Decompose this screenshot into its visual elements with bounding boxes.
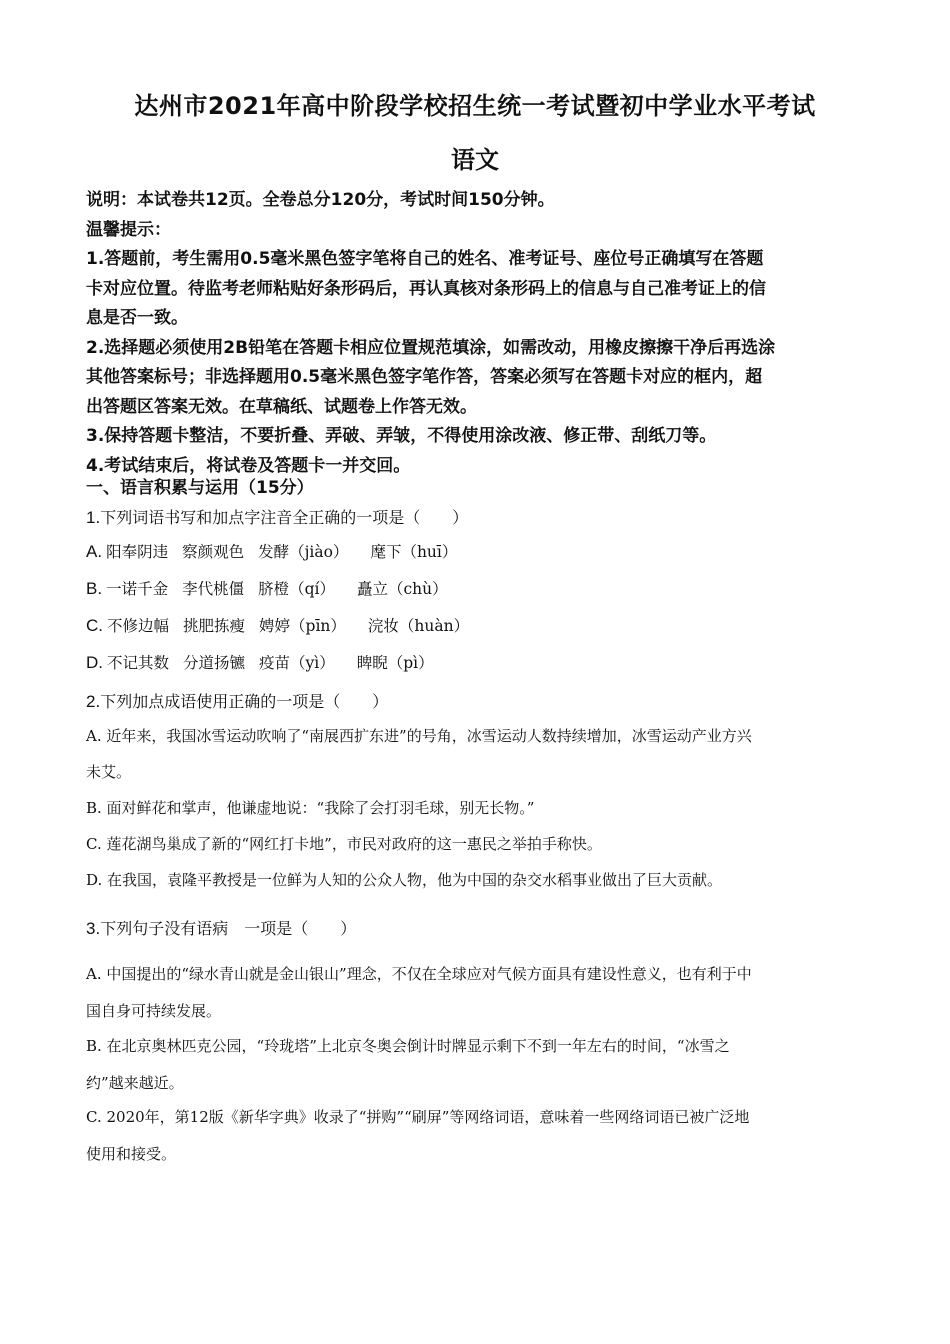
- instruction-line: 息是否一致。: [86, 308, 188, 328]
- option-text: B. 在北京奥林匹克公园，“玲珑塔”上北京冬奥会倒计时牌显示剩下不到一年左右的时间，“冰雪之: [86, 1037, 730, 1055]
- question-3-option-a: [86, 956, 866, 1030]
- option-text: A. 近年来，我国冰雪运动吹响了“南展西扩东进”的号角，冰雪运动人数持续增加，冰雪运动产业方兴: [86, 727, 752, 745]
- option-word: 李代桃僵: [182, 580, 245, 598]
- subject-title: 语文: [451, 146, 499, 174]
- question-3: [86, 916, 356, 939]
- option-text: 使用和接受。: [86, 1145, 177, 1163]
- question-stem: 下列句子没有语病 一项是（ ）: [100, 919, 357, 938]
- option-word: 不修边幅: [107, 617, 170, 635]
- option-word: 脐橙（qí）: [258, 580, 335, 598]
- option-word: 浣妆（huàn）: [367, 617, 470, 635]
- option-label: A.: [86, 542, 103, 561]
- option-word: 矗立（chù）: [356, 580, 448, 598]
- instruction-line: 说明：本试卷共12页。全卷总分120分，考试时间150分钟。: [86, 190, 555, 210]
- instruction-line: 2.选择题必须使用2B铅笔在答题卡相应位置规范填涂，如需改动，用橡皮擦擦干净后再选涂: [86, 337, 776, 358]
- option-word: 娉婷（pīn）: [259, 617, 346, 635]
- option-word: 睥睨（pì）: [356, 654, 434, 672]
- question-2: [86, 689, 388, 712]
- option-b: [86, 577, 448, 599]
- question-2-option-b: [86, 790, 866, 826]
- section-heading: 一、语言积累与运用（15分）: [86, 478, 314, 498]
- option-word: 发酵（jiào）: [258, 543, 349, 561]
- option-word: 挑肥拣瘦: [183, 617, 246, 635]
- option-text: C. 莲花湖鸟巢成了新的“网红打卡地”，市民对政府的这一惠民之举拍手称快。: [86, 835, 602, 853]
- option-text: B. 面对鲜花和掌声，他谦虚地说：“我除了会打羽毛球，别无长物。”: [86, 799, 535, 817]
- question-3-option-b: [86, 1028, 866, 1102]
- option-text: 未艾。: [86, 763, 132, 781]
- instruction-line: 其他答案标号；非选择题用0.5毫米黑色签字笔作答，答案必须写在答题卡对应的框内，超: [86, 367, 763, 387]
- option-d: [86, 651, 434, 673]
- instruction-line: 4.考试结束后，将试卷及答题卡一并交回。: [86, 455, 411, 476]
- option-word: 分道扬镳: [183, 654, 246, 672]
- instruction-line: 卡对应位置。待监考老师粘贴好条形码后，再认真核对条形码上的信息与自己准考证上的信: [86, 278, 766, 299]
- question-2-option-c: [86, 826, 866, 862]
- option-word: 不记其数: [107, 654, 170, 672]
- option-c: [86, 614, 469, 636]
- option-text: D. 在我国，袁隆平教授是一位鲜为人知的公众人物，他为中国的杂交水稻事业做出了巨大贡献。: [86, 871, 723, 889]
- question-number: 1.: [86, 508, 101, 527]
- question-3-option-c: [86, 1099, 866, 1173]
- question-number: 2.: [86, 692, 101, 711]
- option-word: 阳奉阴违: [106, 543, 169, 561]
- question-stem: 下列加点成语使用正确的一项是（ ）: [100, 692, 389, 711]
- instruction-line: 3.保持答题卡整洁，不要折叠、弄破、弄皱，不得使用涂改液、修正带、刮纸刀等。: [86, 426, 717, 446]
- option-word: 察颜观色: [182, 543, 245, 561]
- option-label: C.: [86, 616, 103, 635]
- exam-title: 达州市2021年高中阶段学校招生统一考试暨初中学业水平考试: [134, 92, 816, 120]
- option-text: C. 2020年，第12版《新华字典》收录了“拼购”“刷屏”等网络词语，意味着一些网络词语已被广泛地: [86, 1108, 750, 1126]
- question-number: 3.: [86, 919, 101, 938]
- instruction-line: 出答题区答案无效。在草稿纸、试题卷上作答无效。: [86, 396, 477, 417]
- question-2-option-a: [86, 718, 866, 790]
- option-label: B.: [86, 579, 103, 598]
- question-1: [86, 505, 468, 528]
- option-word: 麾下（huī）: [370, 543, 458, 561]
- question-2-option-d: [86, 862, 866, 898]
- option-text: A. 中国提出的“绿水青山就是金山银山”理念，不仅在全球应对气候方面具有建设性意义，也有利于中: [86, 965, 752, 983]
- option-text: 约”越来越近。: [86, 1074, 184, 1092]
- exam-instructions: [86, 186, 866, 481]
- option-word: 疫苗（yì）: [259, 654, 335, 672]
- option-word: 一诺千金: [106, 580, 169, 598]
- instruction-line: 温馨提示：: [86, 219, 171, 240]
- instruction-line: 1.答题前，考生需用0.5毫米黑色签字笔将自己的姓名、准考证号、座位号正确填写在答题: [86, 249, 764, 269]
- option-text: 国自身可持续发展。: [86, 1002, 222, 1020]
- option-a: [86, 540, 457, 562]
- option-label: D.: [86, 653, 103, 672]
- question-stem: 下列词语书写和加点字注音全正确的一项是（ ）: [100, 508, 469, 527]
